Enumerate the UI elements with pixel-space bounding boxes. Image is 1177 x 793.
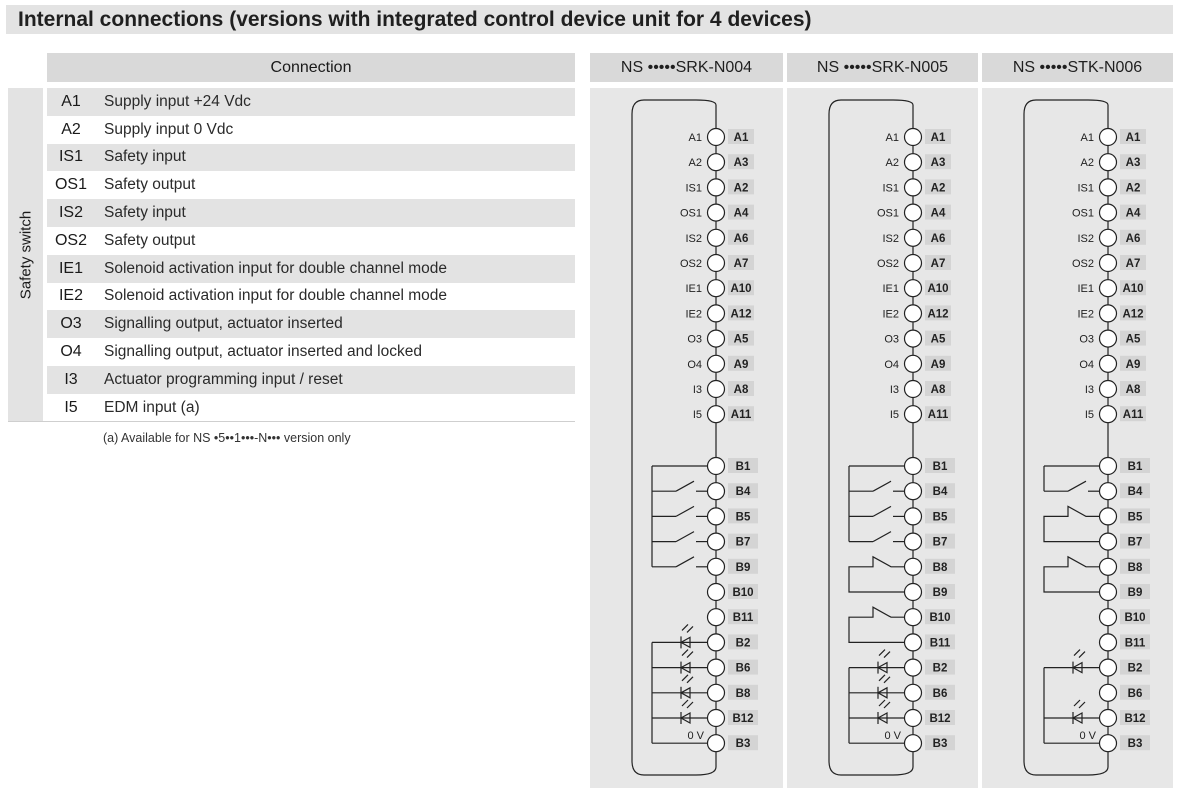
terminal-circle (1100, 381, 1117, 398)
terminal-label: A7 (1125, 258, 1141, 270)
terminal-circle (905, 154, 922, 171)
normally-closed-contact (849, 557, 905, 592)
terminal-label: B8 (1127, 561, 1143, 574)
terminal-circle (1100, 406, 1117, 423)
terminal-label: B6 (735, 662, 751, 675)
model-header-n004: NS •••••SRK-N004 (590, 53, 783, 82)
terminal-circle (708, 129, 725, 146)
led-ray-2 (1079, 702, 1085, 708)
terminal-circle (708, 533, 725, 550)
model-header-n006: NS •••••STK-N006 (982, 53, 1173, 82)
pin-label: IS1 (882, 182, 899, 195)
terminal-circle (708, 330, 725, 347)
led-ray-1 (879, 700, 885, 706)
terminal-label: A2 (1125, 182, 1141, 195)
led-ray-1 (879, 675, 885, 681)
page-title: Internal connections (versions with integrated control device unit for 4 devices) (18, 8, 812, 31)
terminal-label: A11 (927, 409, 949, 422)
pin-label: OS1 (679, 207, 702, 220)
terminal-label: A9 (733, 358, 749, 371)
terminal-label: B2 (932, 662, 948, 675)
terminal-circle (1100, 684, 1117, 701)
terminal-circle (708, 154, 725, 171)
connection-description: Safety output (104, 176, 196, 194)
terminal-circle (1100, 154, 1117, 171)
connection-code: A1 (61, 92, 81, 110)
led-ray-2 (884, 652, 890, 658)
terminal-circle (708, 229, 725, 246)
pin-label: A1 (688, 132, 702, 144)
terminal-circle (1100, 179, 1117, 196)
connection-code: OS2 (54, 231, 87, 249)
terminal-label: A12 (927, 308, 949, 321)
terminal-circle (1100, 710, 1117, 727)
connection-header: Connection (47, 53, 575, 82)
terminal-circle (905, 483, 922, 500)
terminal-label: B6 (1127, 687, 1143, 700)
terminal-label: B2 (735, 637, 751, 650)
terminal-label: B12 (929, 713, 951, 725)
terminal-circle (905, 129, 922, 146)
terminal-label: A1 (930, 132, 946, 144)
terminal-circle (905, 684, 922, 701)
terminal-label: A8 (1125, 384, 1141, 396)
terminal-label: B7 (1127, 536, 1143, 549)
terminal-circle (905, 406, 922, 423)
terminal-circle (1100, 483, 1117, 500)
terminal-label: B9 (932, 587, 948, 599)
normally-open-contact (676, 532, 694, 542)
terminal-label: A9 (1125, 358, 1141, 371)
led-ray-2 (687, 702, 693, 708)
terminal-label: B10 (732, 587, 754, 599)
device-outline (1024, 100, 1108, 775)
terminal-circle (708, 684, 725, 701)
led-ray-1 (682, 700, 688, 706)
pin-label: IS1 (1077, 182, 1094, 195)
terminal-circle (708, 381, 725, 398)
connection-description: Solenoid activation input for double channel mode (104, 259, 447, 277)
terminal-label: A8 (930, 384, 946, 396)
pin-label: A2 (688, 157, 702, 170)
terminal-circle (1100, 558, 1117, 575)
terminal-label: A6 (930, 232, 946, 245)
led-ray-1 (682, 675, 688, 681)
terminal-circle (905, 229, 922, 246)
pin-label: IE2 (1077, 308, 1094, 321)
terminal-circle (905, 305, 922, 322)
terminal-circle (1100, 634, 1117, 651)
terminal-circle (1100, 508, 1117, 525)
terminal-label: B8 (735, 687, 751, 700)
device-outline (829, 100, 913, 775)
side-label: Safety switch (17, 210, 34, 299)
terminal-label: B11 (1124, 637, 1146, 650)
terminal-label: B7 (735, 536, 751, 549)
terminal-label: B4 (1127, 486, 1143, 499)
terminal-circle (1100, 533, 1117, 550)
normally-closed-contact (1044, 557, 1100, 592)
pin-label: IE2 (685, 308, 702, 321)
terminal-circle (905, 458, 922, 475)
terminal-label: A11 (1122, 409, 1144, 422)
device-outline (632, 100, 716, 775)
pin-label: A2 (885, 157, 899, 170)
terminal-circle (708, 280, 725, 297)
terminal-label: A10 (730, 283, 752, 296)
terminal-label: B3 (735, 738, 751, 751)
pin-label: O4 (884, 358, 899, 371)
pin-label: OS2 (876, 258, 899, 270)
terminal-label: B1 (932, 461, 948, 473)
pin-label: OS1 (1071, 207, 1094, 220)
connection-code: IS1 (58, 148, 83, 166)
connection-code: I5 (64, 398, 78, 416)
led-ray-1 (879, 650, 885, 656)
terminal-circle (905, 735, 922, 752)
terminal-circle (1100, 584, 1117, 601)
connection-description: Solenoid activation input for double channel mode (104, 287, 447, 305)
connection-code: I3 (64, 370, 78, 388)
terminal-label: A1 (1125, 132, 1141, 144)
terminal-circle (905, 179, 922, 196)
terminal-circle (1100, 204, 1117, 221)
pin-label: I3 (1084, 384, 1094, 396)
pin-label: IE2 (882, 308, 899, 321)
led-ray-1 (682, 650, 688, 656)
pin-label: IE1 (882, 283, 899, 296)
zero-volt-label: 0 V (884, 730, 901, 743)
terminal-circle (905, 355, 922, 372)
connection-code: OS1 (54, 176, 87, 194)
terminal-circle (905, 659, 922, 676)
pin-label: A1 (885, 132, 899, 144)
pin-label: OS2 (679, 258, 702, 270)
zero-volt-label: 0 V (687, 730, 704, 743)
pin-label: O3 (687, 333, 702, 346)
terminal-label: A2 (930, 182, 946, 195)
connection-code: A2 (61, 120, 81, 138)
terminal-label: A4 (930, 207, 946, 220)
terminal-circle (905, 634, 922, 651)
terminal-label: A7 (733, 258, 749, 270)
terminal-label: B10 (929, 612, 951, 625)
connection-code: O3 (60, 315, 82, 333)
terminal-circle (708, 735, 725, 752)
terminal-label: B5 (735, 511, 751, 524)
led-ray-2 (687, 626, 693, 632)
connection-description: Supply input +24 Vdc (104, 92, 251, 110)
pin-label: I3 (692, 384, 702, 396)
connection-description: Safety input (104, 204, 186, 222)
connection-code: IS2 (58, 204, 83, 222)
terminal-circle (905, 508, 922, 525)
terminal-label: B4 (932, 486, 948, 499)
footnote: (a) Available for NS •5••1•••-N••• version only (103, 431, 351, 445)
pin-label: A2 (1080, 157, 1094, 170)
terminal-label: A6 (1125, 232, 1141, 245)
terminal-label: A12 (730, 308, 752, 321)
terminal-label: A5 (1125, 333, 1141, 346)
terminal-label: A3 (930, 157, 946, 170)
pin-label: I5 (1084, 409, 1094, 422)
terminal-label: A10 (927, 283, 949, 296)
terminal-label: A2 (733, 182, 749, 195)
terminal-label: A11 (730, 409, 752, 422)
pin-label: I3 (889, 384, 899, 396)
terminal-label: B12 (1124, 713, 1146, 725)
pin-label: IS1 (685, 182, 702, 195)
terminal-circle (708, 179, 725, 196)
terminal-circle (905, 255, 922, 272)
pin-label: O3 (884, 333, 899, 346)
connection-code: IE1 (58, 259, 83, 277)
terminal-circle (708, 659, 725, 676)
pin-label: IE1 (1077, 283, 1094, 296)
terminal-circle (905, 584, 922, 601)
terminal-circle (1100, 659, 1117, 676)
terminal-circle (1100, 735, 1117, 752)
pin-label: IE1 (685, 283, 702, 296)
terminal-label: B6 (932, 687, 948, 700)
connection-description: EDM input (a) (104, 398, 200, 416)
terminal-circle (905, 204, 922, 221)
terminal-label: B11 (732, 612, 754, 625)
terminal-label: A4 (1125, 207, 1141, 220)
pin-label: O4 (1079, 358, 1094, 371)
terminal-label: A5 (930, 333, 946, 346)
terminal-circle (708, 584, 725, 601)
terminal-circle (1100, 280, 1117, 297)
terminal-circle (1100, 458, 1117, 475)
led-ray-2 (884, 677, 890, 683)
terminal-circle (708, 406, 725, 423)
led-ray-2 (687, 677, 693, 683)
terminal-label: A1 (733, 132, 749, 144)
terminal-label: B7 (932, 536, 948, 549)
terminal-circle (905, 609, 922, 626)
pin-label: I5 (692, 409, 702, 422)
terminal-label: B5 (932, 511, 948, 524)
terminal-circle (708, 355, 725, 372)
terminal-circle (1100, 330, 1117, 347)
model-header-n005: NS •••••SRK-N005 (787, 53, 978, 82)
terminal-circle (1100, 355, 1117, 372)
pin-label: A1 (1080, 132, 1094, 144)
terminal-label: B3 (1127, 738, 1143, 751)
terminal-circle (905, 280, 922, 297)
terminal-label: A3 (1125, 157, 1141, 170)
connection-code: O4 (60, 343, 82, 361)
terminal-label: B2 (1127, 662, 1143, 675)
pin-label: IS2 (882, 232, 899, 245)
normally-open-contact (873, 506, 891, 516)
connection-description: Signalling output, actuator inserted (104, 315, 343, 333)
pin-label: IS2 (1077, 232, 1094, 245)
terminal-label: B10 (1124, 612, 1146, 625)
led-ray-1 (682, 624, 688, 630)
normally-open-contact (676, 557, 694, 567)
terminal-label: A12 (1122, 308, 1144, 321)
terminal-circle (1100, 129, 1117, 146)
connection-description: Signalling output, actuator inserted and locked (104, 343, 422, 361)
terminal-circle (708, 255, 725, 272)
terminal-circle (708, 204, 725, 221)
terminal-circle (1100, 229, 1117, 246)
terminal-circle (1100, 305, 1117, 322)
led-ray-2 (884, 702, 890, 708)
normally-open-contact (1068, 481, 1086, 491)
terminal-circle (708, 483, 725, 500)
terminal-label: A9 (930, 358, 946, 371)
terminal-label: B9 (735, 561, 751, 574)
terminal-label: B5 (1127, 511, 1143, 524)
terminal-circle (1100, 255, 1117, 272)
terminal-circle (1100, 609, 1117, 626)
terminal-label: B9 (1127, 587, 1143, 599)
terminal-label: A3 (733, 157, 749, 170)
pin-label: IS2 (685, 232, 702, 245)
terminal-label: A5 (733, 333, 749, 346)
terminal-label: B8 (932, 561, 948, 574)
normally-open-contact (873, 532, 891, 542)
terminal-label: B1 (1127, 461, 1143, 473)
terminal-circle (905, 533, 922, 550)
led-ray-2 (1079, 652, 1085, 658)
terminal-circle (905, 330, 922, 347)
terminal-label: A6 (733, 232, 749, 245)
terminal-circle (708, 508, 725, 525)
terminal-label: B12 (732, 713, 754, 725)
terminal-label: A7 (930, 258, 946, 270)
normally-open-contact (676, 506, 694, 516)
terminal-circle (708, 558, 725, 575)
terminal-circle (708, 305, 725, 322)
connection-description: Safety output (104, 231, 196, 249)
pin-label: O4 (687, 358, 702, 371)
pin-label: I5 (889, 409, 899, 422)
normally-closed-contact (1044, 506, 1100, 541)
terminal-label: A10 (1122, 283, 1144, 296)
pin-label: OS1 (876, 207, 899, 220)
terminal-label: A8 (733, 384, 749, 396)
connection-description: Safety input (104, 148, 186, 166)
led-ray-1 (1074, 650, 1080, 656)
terminal-label: B3 (932, 738, 948, 751)
normally-closed-contact (849, 607, 905, 642)
normally-open-contact (676, 481, 694, 491)
led-ray-2 (687, 652, 693, 658)
pin-label: OS2 (1071, 258, 1094, 270)
pin-label: O3 (1079, 333, 1094, 346)
terminal-circle (905, 710, 922, 727)
terminal-circle (905, 381, 922, 398)
zero-volt-label: 0 V (1079, 730, 1096, 743)
connection-code: IE2 (58, 287, 83, 305)
terminal-circle (905, 558, 922, 575)
led-ray-1 (1074, 700, 1080, 706)
terminal-circle (708, 458, 725, 475)
terminal-label: B4 (735, 486, 751, 499)
terminal-circle (708, 609, 725, 626)
terminal-label: B1 (735, 461, 751, 473)
connection-description: Supply input 0 Vdc (104, 120, 234, 138)
terminal-label: B11 (929, 637, 951, 650)
normally-open-contact (873, 481, 891, 491)
terminal-circle (708, 634, 725, 651)
terminal-circle (708, 710, 725, 727)
terminal-label: A4 (733, 207, 749, 220)
connection-description: Actuator programming input / reset (104, 370, 343, 388)
